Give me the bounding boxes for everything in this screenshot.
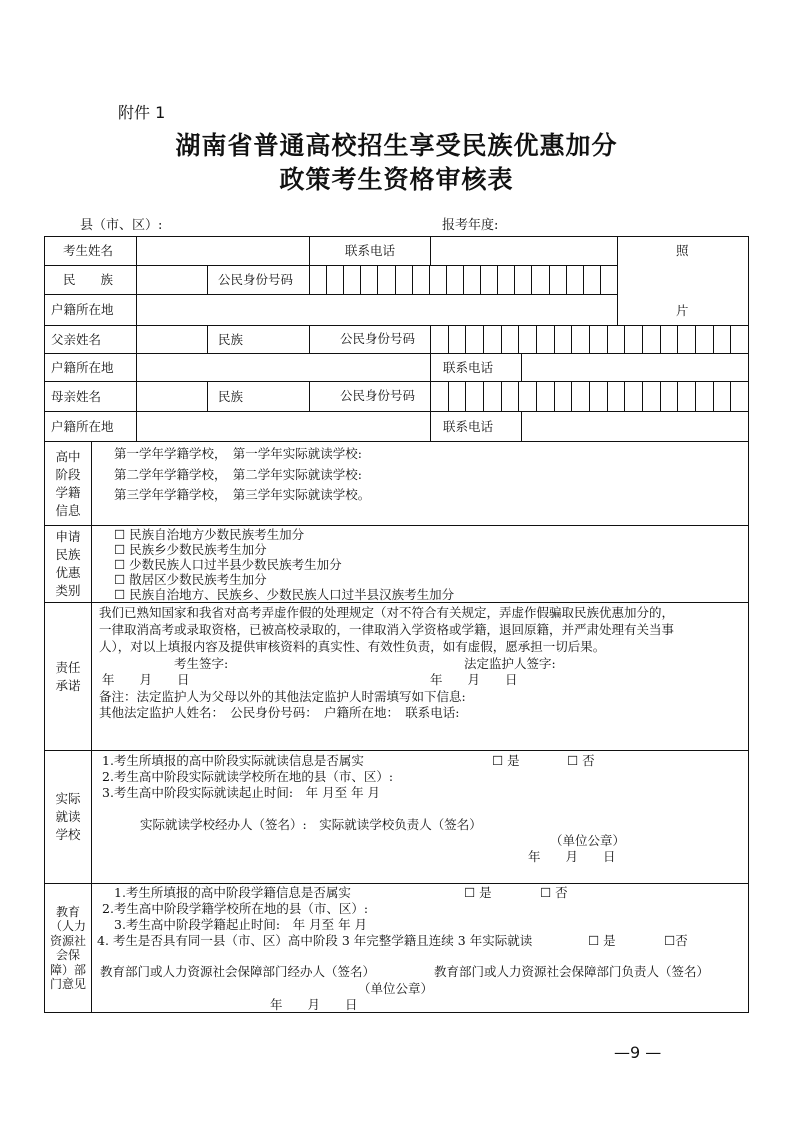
school-year3-row: 第三学年学籍学校， 第三学年实际就读学校。 <box>114 487 371 502</box>
father-household-label: 户籍所在地 <box>44 353 137 382</box>
pledge-note: 备注：法定监护人为父母以外的其他法定监护人时需填写如下信息: <box>99 689 466 704</box>
school-year2-row: 第二学年学籍学校， 第二学年实际就读学校: <box>114 467 362 482</box>
edu-date: 年 月 日 <box>270 997 358 1012</box>
edu-question-1: 1.考生所填报的高中阶段学籍信息是否属实 <box>114 885 351 900</box>
student-id-number-input[interactable] <box>309 265 618 295</box>
edu-officer-sign[interactable]: 教育部门或人力资源社会保障部门经办人（签名） <box>100 964 376 979</box>
edu-question-4: 4. 考生是否具有同一县（市、区）高中阶段 3 年完整学籍且连续 3 年实际就读 <box>97 933 533 948</box>
father-phone-input[interactable] <box>521 353 749 382</box>
page-number: —9 — <box>614 1043 662 1062</box>
actual-school-area <box>91 750 749 884</box>
edu-q4-no-checkbox[interactable]: ☐否 <box>664 933 688 948</box>
apply-category-label: 申请民族优惠类别 <box>44 525 92 603</box>
apply-option-4[interactable]: ☐ 散居区少数民族考生加分 <box>114 572 267 587</box>
pledge-line-2: 一律取消高考或录取资格，已被高校录取的，一律取消入学资格或学籍，退回原籍，并严肃处理有关当事 <box>99 622 675 637</box>
exam-year-field-label: 报考年度: <box>442 218 499 233</box>
father-phone-label: 联系电话 <box>430 353 522 382</box>
edu-seal: （单位公章） <box>358 981 434 996</box>
father-name-input[interactable] <box>136 325 208 354</box>
form-title-line1: 湖南省普通高校招生享受民族优惠加分 <box>175 131 618 160</box>
student-name-label: 考生姓名 <box>44 236 137 266</box>
actual-q1-no-checkbox[interactable]: ☐ 否 <box>567 753 595 768</box>
student-sign-date: 年 月 日 <box>102 672 190 687</box>
mother-name-label: 母亲姓名 <box>44 381 137 412</box>
household-label: 户籍所在地 <box>44 294 137 326</box>
attachment-label: 附件 1 <box>118 103 166 122</box>
actual-school-date: 年 月 日 <box>528 849 616 864</box>
form-title-line2: 政策考生资格审核表 <box>279 165 514 194</box>
actual-q1-yes-checkbox[interactable]: ☐ 是 <box>492 753 520 768</box>
actual-question-3: 3.考生高中阶段实际就读起止时间: 年 月至 年 月 <box>102 785 381 800</box>
mother-household-input[interactable] <box>136 411 431 442</box>
father-name-label: 父亲姓名 <box>44 325 137 354</box>
edu-q1-no-checkbox[interactable]: ☐ 否 <box>540 885 568 900</box>
mother-id-number-input[interactable] <box>430 381 749 412</box>
guardian-sign-date: 年 月 日 <box>430 672 518 687</box>
mother-ethnicity-label: 民族 <box>207 381 310 412</box>
edu-question-2: 2.考生高中阶段学籍学校所在地的县（市、区）: <box>102 901 369 916</box>
id-number-label: 公民身份号码 <box>207 265 310 295</box>
pledge-label: 责任承诺 <box>44 602 92 751</box>
edu-q1-yes-checkbox[interactable]: ☐ 是 <box>464 885 492 900</box>
apply-category-area <box>91 525 749 603</box>
guardian-sign-label[interactable]: 法定监护人签字: <box>464 656 556 671</box>
edu-q4-yes-checkbox[interactable]: ☐ 是 <box>588 933 616 948</box>
actual-school-sign[interactable]: 实际就读学校经办人（签名）: 实际就读学校负责人（签名） <box>140 817 482 832</box>
actual-question-1: 1.考生所填报的高中阶段实际就读信息是否属实 <box>102 753 364 768</box>
student-sign-label[interactable]: 考生签字: <box>174 656 229 671</box>
apply-option-5[interactable]: ☐ 民族自治地方、民族乡、少数民族人口过半县汉族考生加分 <box>114 587 455 602</box>
school-info-label: 高中阶段学籍信息 <box>44 441 92 526</box>
household-input[interactable] <box>136 294 618 326</box>
mother-id-label: 公民身份号码 <box>340 388 416 403</box>
photo-label-bottom: 片 <box>676 303 689 318</box>
pledge-area <box>91 602 749 751</box>
mother-name-input[interactable] <box>136 381 208 412</box>
student-phone-input[interactable] <box>430 236 618 266</box>
other-guardian-info: 其他法定监护人姓名： 公民身份号码： 户籍所在地： 联系电话: <box>99 705 460 720</box>
edu-head-sign[interactable]: 教育部门或人力资源社会保障部门负责人（签名） <box>434 964 710 979</box>
father-id-number-input[interactable] <box>430 325 749 354</box>
mother-household-label: 户籍所在地 <box>44 411 137 442</box>
mother-ethnicity-input[interactable] <box>309 381 431 412</box>
apply-option-3[interactable]: ☐ 少数民族人口过半县少数民族考生加分 <box>114 557 342 572</box>
ethnicity-label: 民 族 <box>44 265 137 295</box>
education-dept-area <box>91 883 749 1013</box>
pledge-line-3: 人），对以上填报内容及提供审核资料的真实性、有效性负责，如有虚假，愿承担一切后果。 <box>99 639 606 654</box>
pledge-line-1: 我们已熟知国家和我省对高考弄虚作假的处理规定（对不符合有关规定，弄虚作假骗取民族优惠加分的， <box>99 605 675 620</box>
ethnicity-input[interactable] <box>136 265 208 295</box>
father-ethnicity-input[interactable] <box>309 325 431 354</box>
photo-label-top: 照 <box>676 243 689 258</box>
edu-question-3: 3.考生高中阶段学籍起止时间: 年 月至 年 月 <box>114 917 368 932</box>
father-ethnicity-label: 民族 <box>207 325 310 354</box>
actual-school-label: 实际就读学校 <box>44 750 92 884</box>
mother-phone-label: 联系电话 <box>430 411 522 442</box>
student-name-input[interactable] <box>136 236 310 266</box>
school-year1-row: 第一学年学籍学校， 第一学年实际就读学校: <box>114 446 362 461</box>
actual-school-seal: （单位公章） <box>550 833 626 848</box>
mother-phone-input[interactable] <box>521 411 749 442</box>
actual-question-2: 2.考生高中阶段实际就读学校所在地的县（市、区）: <box>102 769 394 784</box>
father-id-label: 公民身份号码 <box>340 331 416 346</box>
photo-box[interactable] <box>617 236 749 326</box>
apply-option-2[interactable]: ☐ 民族乡少数民族考生加分 <box>114 542 267 557</box>
father-household-input[interactable] <box>136 353 431 382</box>
county-field-label: 县（市、区）: <box>80 218 163 233</box>
education-dept-label: 教育（人力资源社会保障）部门意见 <box>44 883 92 1013</box>
apply-option-1[interactable]: ☐ 民族自治地方少数民族考生加分 <box>114 527 305 542</box>
school-info-area[interactable] <box>91 441 749 526</box>
student-phone-label: 联系电话 <box>309 236 431 266</box>
